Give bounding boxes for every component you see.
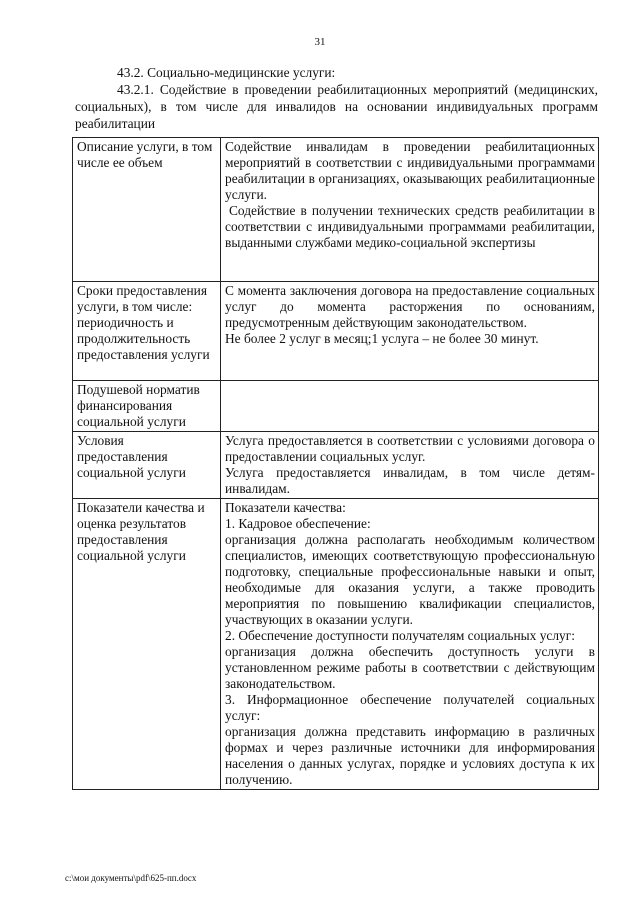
row-label: Подушевой норматив финансирования социальной услуги [73,381,221,432]
table-row [73,138,599,282]
row-label: Показатели качества и оценка результатов предоставления социальной услуги [73,499,221,790]
table-row [73,432,599,499]
row-content [221,432,599,499]
row-content [221,499,599,790]
subsection-heading: 43.2.1. Содействие в проведении реабилитационных мероприятий (медицинских, социальных), в том числе для инвалидов на основании индивидуальных программ реабилитации [75,82,598,131]
row-label: Условия предоставления социальной услуги [73,432,221,499]
row-content [221,138,599,282]
page-number: 31 [314,36,326,48]
service-table [72,137,599,790]
section-heading: 43.2. Социально-медицинские услуги: [117,65,336,80]
paragraph: Не более 2 услуг в месяц;1 услуга – не более 30 минут. [225,331,539,346]
paragraph: 1. Кадровое обеспечение: [225,516,371,531]
table-row [73,381,599,432]
table-row [73,499,599,790]
paragraph: Услуга предоставляется в соответствии с условиями договора о предоставлении социальных услуг. [225,433,595,464]
row-label: Сроки предоставления услуги, в том числе: периодичность и продолжительность предоставления услуги [73,282,221,381]
row-content [221,381,599,432]
paragraph: С момента заключения договора на предоставление социальных услуг до момента расторжения по основаниям, предусмотренным действующим законодательством. [225,283,595,330]
paragraph: 3. Информационное обеспечение получателей социальных услуг: [225,692,595,723]
row-label: Описание услуги, в том числе ее объем [73,138,221,282]
file-path-footer: c:\мои документы\pdf\625-пп.docx [65,873,197,883]
paragraph: Услуга предоставляется инвалидам, в том числе детям-инвалидам. [225,465,595,496]
paragraph: организация должна представить информацию в различных формах и через различные источники для информирования населения о данных услугах, порядке и условиях доступа к их получению. [225,724,595,787]
paragraph: Показатели качества: [225,500,346,515]
table-row [73,282,599,381]
paragraph: организация должна обеспечить доступность услуги в установленном режиме работы в соответствии с действующим законодательством. [225,644,595,691]
paragraph: Содействие в получении технических средств реабилитации в соответствии с индивидуальными программами реабилитации, выданными службами медико-социальной экспертизы [225,203,595,250]
paragraph: 2. Обеспечение доступности получателям социальных услуг: [225,628,575,643]
row-content [221,282,599,381]
paragraph: организация должна располагать необходимым количеством специалистов, имеющих соответствующую профессиональную подготовку, специальные профессиональные навыки и опыт, необходимые для оказания услуги, а также проводить мероприятия по повышению квалификации специалистов, участвующих в оказании услуги. [225,532,595,627]
paragraph: Содействие инвалидам в проведении реабилитационных мероприятий в соответствии с индивидуальными программами реабилитации в организациях, оказывающих реабилитационные услуги. [225,139,595,202]
